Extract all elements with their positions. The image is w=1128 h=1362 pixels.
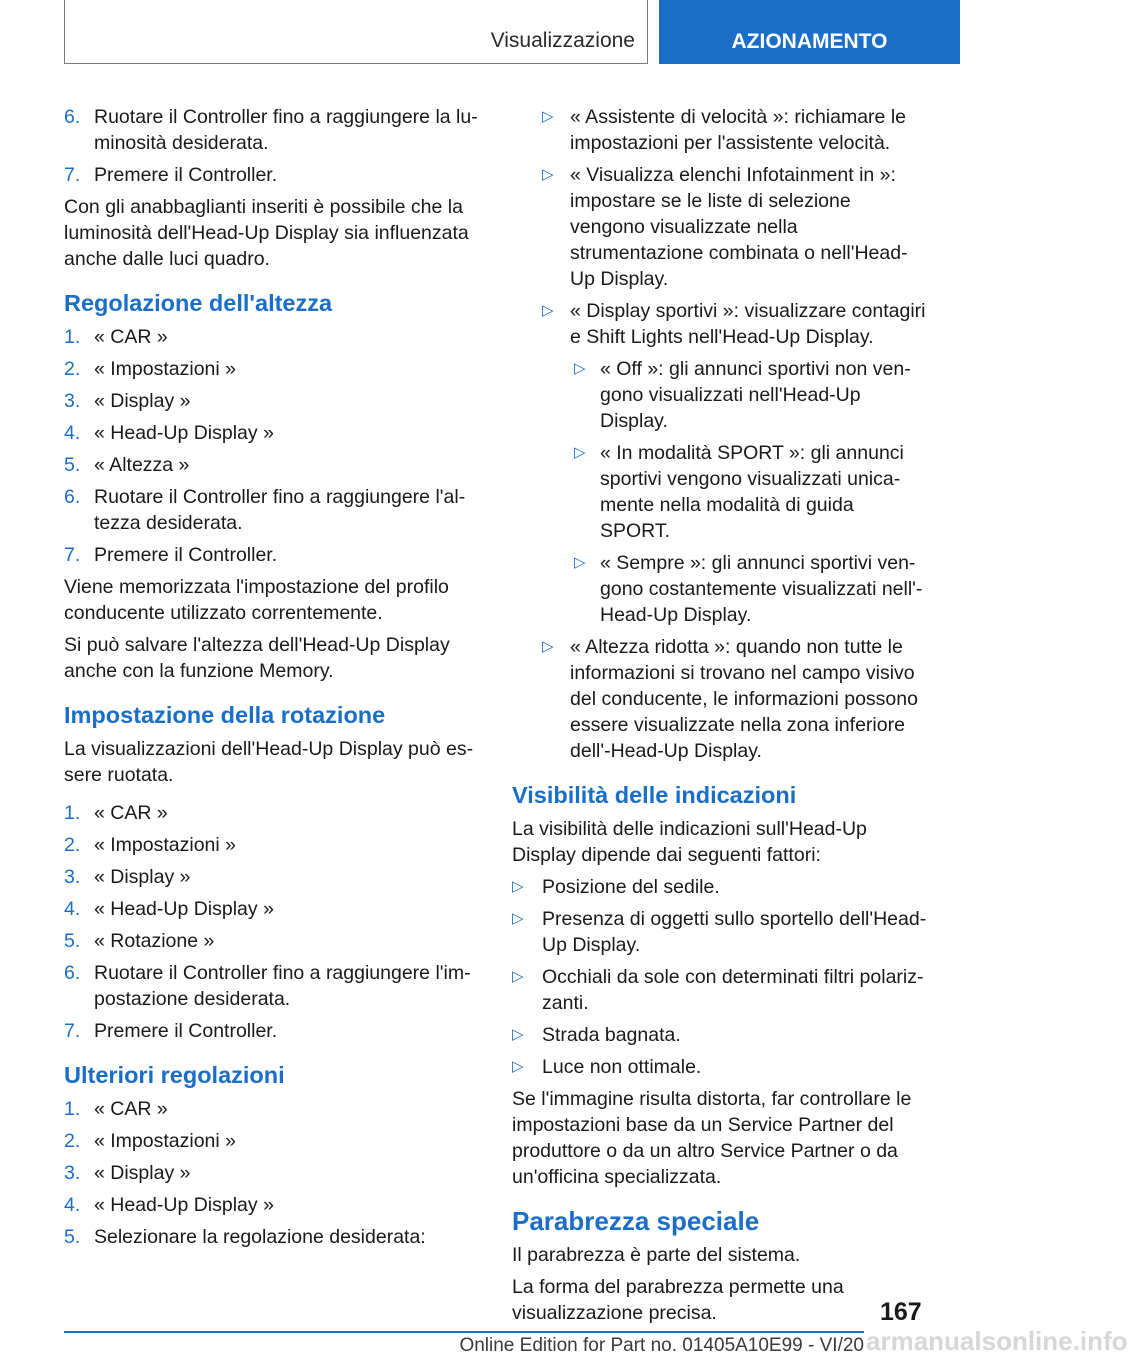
- paragraph: La visibilità delle indicazioni sull'Head-Up Display dipende dai seguenti fattori:: [512, 818, 867, 866]
- bullet-text: Presenza di oggetti sullo sportello dell'Head-Up Display.: [542, 908, 927, 956]
- paragraph: Si può salvare l'altezza dell'Head-Up Display anche con la funzione Memory.: [64, 634, 450, 682]
- step-number: 7.: [64, 544, 81, 566]
- list-item: [64, 960, 478, 1012]
- step-text: « Altezza »: [94, 454, 190, 476]
- list-item: [64, 356, 478, 382]
- triangle-bullet-icon: ▷: [542, 638, 554, 655]
- step-text: « Head-Up Display »: [94, 422, 274, 444]
- left-column: [64, 104, 478, 1256]
- list-item: [64, 104, 478, 156]
- header-chapter-label: AZIONAMENTO: [731, 30, 888, 53]
- list-item: [512, 1022, 928, 1048]
- triangle-bullet-icon: ▷: [542, 166, 554, 183]
- section-heading-further: Ulteriori regolazioni: [64, 1062, 285, 1088]
- paragraph: Il parabrezza è parte del sistema.: [512, 1244, 801, 1266]
- header-chapter-tab: [659, 0, 960, 64]
- paragraph: La forma del parabrezza permette una visualizzazione precisa.: [512, 1276, 844, 1324]
- list-item: [512, 874, 928, 900]
- right-column: [512, 104, 928, 1332]
- step-text: « Display »: [94, 390, 191, 412]
- section-heading-rotation: Impostazione della rotazione: [64, 702, 386, 728]
- paragraph: La visualizzazioni dell'Head-Up Display può essere ruotata.: [64, 738, 474, 786]
- triangle-bullet-icon: ▷: [574, 360, 586, 377]
- rotation-steps: [64, 800, 478, 1044]
- list-item: [64, 388, 478, 414]
- list-item: [64, 800, 478, 826]
- bullet-text: Posizione del sedile.: [542, 876, 720, 898]
- triangle-bullet-icon: ▷: [512, 910, 524, 927]
- list-item: [64, 1018, 478, 1044]
- list-item: [64, 1160, 478, 1186]
- footer-rule: [64, 1331, 864, 1333]
- triangle-bullet-icon: ▷: [574, 444, 586, 461]
- step-text: Premere il Controller.: [94, 544, 278, 566]
- bullet-text: Occhiali da sole con determinati filtri polarizzanti.: [542, 966, 924, 1014]
- step-text: Ruotare il Controller fino a raggiungere la luminosità desiderata.: [94, 106, 478, 154]
- step-number: 2.: [64, 834, 81, 856]
- step-text: « Display »: [94, 866, 191, 888]
- step-number: 2.: [64, 358, 81, 380]
- bullet-text: « In modalità SPORT »: gli annunci sportivi vengono visualizzati unicamente nella modalità di guida SPORT.: [600, 442, 904, 542]
- section-heading-windshield: Parabrezza speciale: [512, 1206, 760, 1236]
- step-text: « Impostazioni »: [94, 1130, 236, 1152]
- step-number: 5.: [64, 454, 81, 476]
- step-number: 5.: [64, 1226, 81, 1248]
- bullet-text: « Altezza ridotta »: quando non tutte le informazioni si trovano nel campo visivo del conducente, le informazioni possono essere visualizzate nella zona inferiore dell'-Head-Up Display.: [570, 636, 918, 762]
- list-item: [64, 928, 478, 954]
- list-item: [64, 452, 478, 478]
- intro-steps: [64, 104, 478, 188]
- step-text: « CAR »: [94, 1098, 168, 1120]
- list-item: [512, 1054, 928, 1080]
- list-item: [64, 162, 478, 188]
- header-section-title: Visualizzazione: [490, 29, 635, 52]
- triangle-bullet-icon: ▷: [574, 554, 586, 571]
- list-item: [64, 420, 478, 446]
- step-number: 4.: [64, 1194, 81, 1216]
- list-item: [512, 440, 928, 544]
- step-text: « CAR »: [94, 326, 168, 348]
- triangle-bullet-icon: ▷: [512, 1026, 524, 1043]
- step-number: 3.: [64, 390, 81, 412]
- list-item: [64, 864, 478, 890]
- step-number: 7.: [64, 1020, 81, 1042]
- step-number: 1.: [64, 1098, 81, 1120]
- list-item: [64, 896, 478, 922]
- footer-edition: Online Edition for Part no. 01405A10E99 - VI/20: [459, 1335, 864, 1356]
- step-text: « Rotazione »: [94, 930, 215, 952]
- step-number: 1.: [64, 326, 81, 348]
- section-heading-height: Regolazione dell'altezza: [64, 290, 333, 316]
- step-number: 6.: [64, 106, 81, 128]
- step-number: 6.: [64, 962, 81, 984]
- step-text: « Impostazioni »: [94, 358, 236, 380]
- list-item: [512, 550, 928, 628]
- page-number: 167: [880, 1298, 922, 1326]
- watermark: armanualsonline.info: [866, 1326, 1128, 1356]
- step-number: 1.: [64, 802, 81, 824]
- bullet-text: « Off »: gli annunci sportivi non vengono visualizzati nell'Head-Up Display.: [600, 358, 911, 432]
- list-item: [512, 964, 928, 1016]
- list-item: [64, 324, 478, 350]
- bullet-text: « Assistente di velocità »: richiamare le impostazioni per l'assistente velocità.: [570, 106, 906, 154]
- step-number: 5.: [64, 930, 81, 952]
- step-text: « CAR »: [94, 802, 168, 824]
- settings-options-list: [512, 104, 928, 764]
- triangle-bullet-icon: ▷: [512, 1058, 524, 1075]
- list-item: [512, 634, 928, 764]
- triangle-bullet-icon: ▷: [512, 878, 524, 895]
- step-text: Ruotare il Controller fino a raggiungere l'impostazione desiderata.: [94, 962, 471, 1010]
- list-item: [64, 484, 478, 536]
- step-text: Ruotare il Controller fino a raggiungere l'altezza desiderata.: [94, 486, 466, 534]
- list-item: [64, 832, 478, 858]
- list-item: [64, 1224, 478, 1250]
- list-item: [512, 356, 928, 434]
- step-text: « Display »: [94, 1162, 191, 1184]
- further-steps: [64, 1096, 478, 1250]
- step-number: 7.: [64, 164, 81, 186]
- step-text: « Impostazioni »: [94, 834, 236, 856]
- list-item: [64, 1192, 478, 1218]
- paragraph: Se l'immagine risulta distorta, far controllare le impostazioni base da un Service Partner del produttore o da un altro Service Partner o da un'officina specializzata.: [512, 1088, 912, 1188]
- step-number: 2.: [64, 1130, 81, 1152]
- paragraph: Con gli anabbaglianti inseriti è possibile che la luminosità dell'Head-Up Display sia influenzata anche dalle luci quadro.: [64, 196, 469, 270]
- bullet-text: Luce non ottimale.: [542, 1056, 702, 1078]
- step-number: 4.: [64, 898, 81, 920]
- step-number: 6.: [64, 486, 81, 508]
- header-section-box: [64, 0, 648, 64]
- triangle-bullet-icon: ▷: [512, 968, 524, 985]
- step-number: 3.: [64, 866, 81, 888]
- step-number: 3.: [64, 1162, 81, 1184]
- list-item: [512, 104, 928, 156]
- list-item: [512, 162, 928, 292]
- triangle-bullet-icon: ▷: [542, 108, 554, 125]
- list-item: [64, 1128, 478, 1154]
- step-text: « Head-Up Display »: [94, 1194, 274, 1216]
- step-number: 4.: [64, 422, 81, 444]
- list-item: [64, 1096, 478, 1122]
- bullet-text: « Visualizza elenchi Infotainment in »: impostare se le liste di selezione vengono visualizzate nella strumentazione combinata o nell'Head-Up Display.: [570, 164, 908, 290]
- bullet-text: « Sempre »: gli annunci sportivi vengono costantemente visualizzati nell'-Head-Up Display.: [600, 552, 923, 626]
- step-text: Premere il Controller.: [94, 164, 278, 186]
- list-item: [512, 906, 928, 958]
- list-item: [512, 298, 928, 350]
- height-steps: [64, 324, 478, 568]
- list-item: [64, 542, 478, 568]
- paragraph: Viene memorizzata l'impostazione del profilo conducente utilizzato correntemente.: [64, 576, 449, 624]
- triangle-bullet-icon: ▷: [542, 302, 554, 319]
- step-text: Premere il Controller.: [94, 1020, 278, 1042]
- section-heading-visibility: Visibilità delle indicazioni: [512, 782, 797, 808]
- visibility-factors-list: [512, 874, 928, 1080]
- step-text: « Head-Up Display »: [94, 898, 274, 920]
- bullet-text: « Display sportivi »: visualizzare contagiri e Shift Lights nell'Head-Up Display.: [570, 300, 926, 348]
- bullet-text: Strada bagnata.: [542, 1024, 681, 1046]
- step-text: Selezionare la regolazione desiderata:: [94, 1226, 426, 1248]
